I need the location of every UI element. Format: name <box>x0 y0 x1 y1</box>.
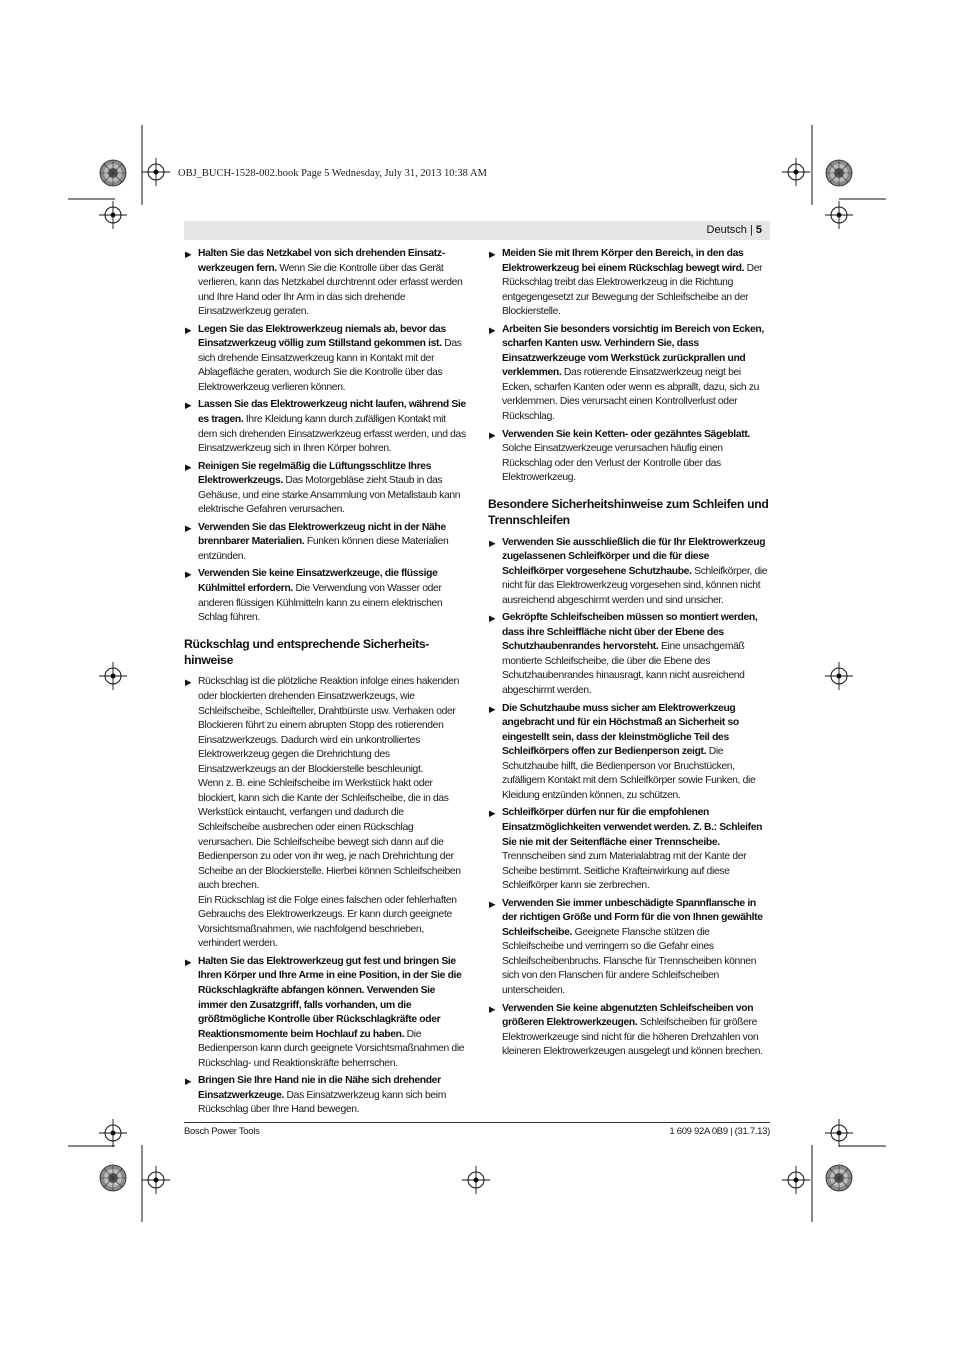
page-number: 5 <box>755 224 762 236</box>
footer-rule <box>184 1122 770 1123</box>
safety-item: ▶ Gekröpfte Schleifscheiben müssen so montiert werden, dass ihre Schleiffläche nicht über der Ebene des Schutzhaubenrandes hervorsteht. Eine unsachgemäß montierte Schleifscheibe, die über die Ebene des Schutzhaubenrandes hinausragt, kann nicht ausreichend abgeschirmt werden. <box>489 612 758 697</box>
bullet-arrow-icon: ▶ <box>489 249 496 259</box>
bullet-arrow-icon: ▶ <box>489 429 496 440</box>
safety-item: ▶ Verwenden Sie keine Einsatzwerkzeuge, die flüssige Kühlmittel erfordern. Die Verwendung von Wasser oder anderen flüssigen Kühlmitteln kann zu einem elektrischen Schlag führen. <box>185 568 443 624</box>
right-column <box>488 247 770 1063</box>
bullet-arrow-icon: ▶ <box>185 956 192 967</box>
safety-item: ▶ Die Schutzhaube muss sicher am Elektrowerkzeug angebracht und für ein Höchstmaß an Sicherheit so eingestellt sein, dass der kleinstmögliche Teil des Schleifkörpers offen zur Bedienperson zeigt. Die Schutzhaube hilft, die Bedienperson vor Bruchstücken, zufälligem Kontakt mit dem Schleifkörper sowie Funken, die Kleidung entzünden können, zu schützen. <box>489 702 756 801</box>
bullet-arrow-icon: ▶ <box>185 400 192 411</box>
bullet-arrow-icon: ▶ <box>489 703 496 714</box>
bullet-arrow-icon: ▶ <box>185 324 192 335</box>
bullet-arrow-icon: ▶ <box>489 613 496 624</box>
bullet-arrow-icon: ▶ <box>489 808 496 819</box>
left-column <box>184 247 466 1121</box>
bullet-arrow-icon: ▶ <box>489 537 496 548</box>
safety-item: ▶ Verwenden Sie immer unbeschädigte Spannflansche in der richtigen Größe und Form für die von Ihnen gewählte Schleifscheibe. Geeignete Flansche stützen die Schleifscheibe und verringern so die Gefahr eines Schleifscheibenbruchs. Flansche für Trennscheiben können sich von den Flanschen für andere Schleifscheiben unterscheiden. <box>489 897 763 996</box>
safety-item: ▶ Verwenden Sie keine abgenutzten Schleifscheiben von größeren Elektrowerkzeugen. Schleifscheiben für größere Elektrowerkzeuge sind nicht für die höheren Drehzahlen von kleineren Elektrowerkzeugen ausgelegt und können brechen. <box>489 1002 763 1058</box>
safety-item: ▶ Meiden Sie mit Ihrem Körper den Bereich, in den das Elektrowerkzeug bei einem Rückschlag bewegt wird. Der Rückschlag treibt das Elektrowerkzeug in die Richtung entgegengesetzt zur Bewegung der Schleifscheibe an der Blockierstelle. <box>489 248 763 318</box>
header-language: Deutsch <box>706 224 747 236</box>
bullet-arrow-icon: ▶ <box>185 569 192 580</box>
bullet-arrow-icon: ▶ <box>489 898 496 909</box>
safety-item: ▶ Halten Sie das Netzkabel von sich drehenden Einsatz-werkzeugen fern. Wenn Sie die Kontrolle über das Gerät verlieren, kann das Netzkabel durchtrennt oder erfasst werden und Ihre Hand oder Ihr Arm in das sich drehende Einsatzwerkzeug geraten. <box>185 248 463 318</box>
footer-brand: Bosch Power Tools <box>184 1126 260 1137</box>
safety-item: ▶ Schleifkörper dürfen nur für die empfohlenen Einsatzmöglichkeiten verwendet werden. Z. B.: Schleifen Sie nie mit der Seitenfläche einer Trennscheibe. Trennscheiben sind zum Materialabtrag mit der Kante der Scheibe bestimmt. Seitliche Krafteinwirkung auf diese Schleifkörper kann sie zerbrechen. <box>489 807 763 892</box>
bullet-arrow-icon: ▶ <box>185 1076 192 1087</box>
safety-item: ▶ Halten Sie das Elektrowerkzeug gut fest und bringen Sie Ihren Körper und Ihre Arme in eine Position, in der Sie die Rückschlagkräfte abfangen können. Verwenden Sie immer den Zusatzgriff, falls vorhanden, um die größtmögliche Kontrolle über Rückschlagkräfte oder Reaktionsmomente beim Hochlauf zu haben. Die Bedienperson kann durch geeignete Vorsichtsmaßnahmen die Rückschlag- und Reaktionskräfte beherrschen. <box>185 955 465 1069</box>
safety-item: ▶ Verwenden Sie ausschließlich die für Ihr Elektrowerkzeug zugelassenen Schleifkörper und die für diese Schleifkörper vorgesehene Schutzhaube. Schleifkörper, die nicht für das Elektrowerkzeug vorgesehen sind, können nicht ausreichend abgeschirmt werden und sind unsicher. <box>489 536 768 606</box>
page-header <box>184 221 770 240</box>
bullet-arrow-icon: ▶ <box>489 1003 496 1014</box>
bullet-arrow-icon: ▶ <box>185 677 192 688</box>
safety-item: ▶ Legen Sie das Elektrowerkzeug niemals ab, bevor das Einsatzwerkzeug völlig zum Stillstand gekommen ist. Das sich drehende Einsatzwerkzeug kann in Kontakt mit der Ablagefläche geraten, wodurch Sie die Kontrolle über das Elektrowerkzeug verlieren können. <box>185 323 462 393</box>
safety-item: ▶ Reinigen Sie regelmäßig die Lüftungsschlitze Ihres Elektrowerkzeugs. Das Motorgebläse zieht Staub in das Gehäuse, und eine starke Ansammlung von Metallstaub kann elektrische Gefahren verursachen. <box>185 460 461 516</box>
safety-item: ▶ Lassen Sie das Elektrowerkzeug nicht laufen, während Sie es tragen. Ihre Kleidung kann durch zufälligen Kontakt mit dem sich drehenden Einsatzwerkzeug erfasst werden, und das Einsatzwerkzeug sich in Ihren Körper bohren. <box>185 399 466 455</box>
bullet-arrow-icon: ▶ <box>489 324 496 335</box>
bullet-arrow-icon: ▶ <box>185 249 192 259</box>
print-slug: OBJ_BUCH-1528-002.book Page 5 Wednesday, July 31, 2013 10:38 AM <box>178 168 487 179</box>
section-heading-kickback: Rückschlag und entsprechende Sicherheits-hinweise <box>184 636 430 668</box>
bullet-arrow-icon: ▶ <box>185 522 192 533</box>
safety-item: ▶ Arbeiten Sie besonders vorsichtig im Bereich von Ecken, scharfen Kanten usw. Verhindern Sie, dass Einsatzwerkzeuge vom Werkstück zurückprallen und verklemmen. Das rotierende Einsatzwerkzeug neigt bei Ecken, scharfen Kanten oder wenn es abprallt, dazu, sich zu verklemmen. Dies verursacht einen Kontrollverlust oder Rückschlag. <box>489 323 764 423</box>
section-heading-grinding: Besondere Sicherheitshinweise zum Schleifen und Trennschleifen <box>488 496 769 528</box>
safety-item: ▶ Verwenden Sie kein Ketten- oder gezähntes Sägeblatt. Solche Einsatzwerkzeuge verursachen häufig einen Rückschlag oder den Verlust der Kontrolle über das Elektrowerkzeug. <box>489 428 750 484</box>
bullet-arrow-icon: ▶ <box>185 461 192 472</box>
header-separator: | <box>746 224 756 236</box>
safety-item: ▶ Verwenden Sie das Elektrowerkzeug nicht in der Nähe brennbarer Materialien. Funken können diese Materialien entzünden. <box>185 521 449 562</box>
kickback-explanation: ▶ Rückschlag ist die plötzliche Reaktion infolge eines hakenden oder blockierten drehenden Einsatzwerkzeugs, wie Schleifscheibe, Schleifteller, Drahtbürste usw. Verhaken oder Blockieren führt zu einem abrupten Stopp des rotierenden Einsatzwerkzeugs. Dadurch wird ein unkontrolliertes Elektrowerkzeug gegen die Drehrichtung des Einsatzwerkzeugs an der Blockierstelle beschleunigt. Wenn z. B. eine Schleifscheibe im Werkstück hakt oder blockiert, kann sich die Kante der Schleifscheibe, die in das Werkstück eintaucht, verfangen und dadurch die Schleifscheibe ausbrechen oder einen Rückschlag verursachen. Die Schleifscheibe bewegt sich dann auf die Bedienperson zu oder von ihr weg, je nach Drehrichtung der Scheibe an der Blockierstelle. Hierbei können Schleifscheiben auch brechen. Ein Rückschlag ist die Folge eines falschen oder fehlerhaften Gebrauchs des Elektrowerkzeugs. Er kann durch geeignete Vorsichtsmaßnahmen, wie nachfolgend beschrieben, verhindert werden. <box>185 676 461 950</box>
safety-item: ▶ Bringen Sie Ihre Hand nie in die Nähe sich drehender Einsatzwerkzeuge. Das Einsatzwerkzeug kann sich beim Rückschlag über Ihre Hand bewegen. <box>185 1075 446 1116</box>
footer-doc-number: 1 609 92A 0B9 | (31.7.13) <box>669 1126 770 1137</box>
